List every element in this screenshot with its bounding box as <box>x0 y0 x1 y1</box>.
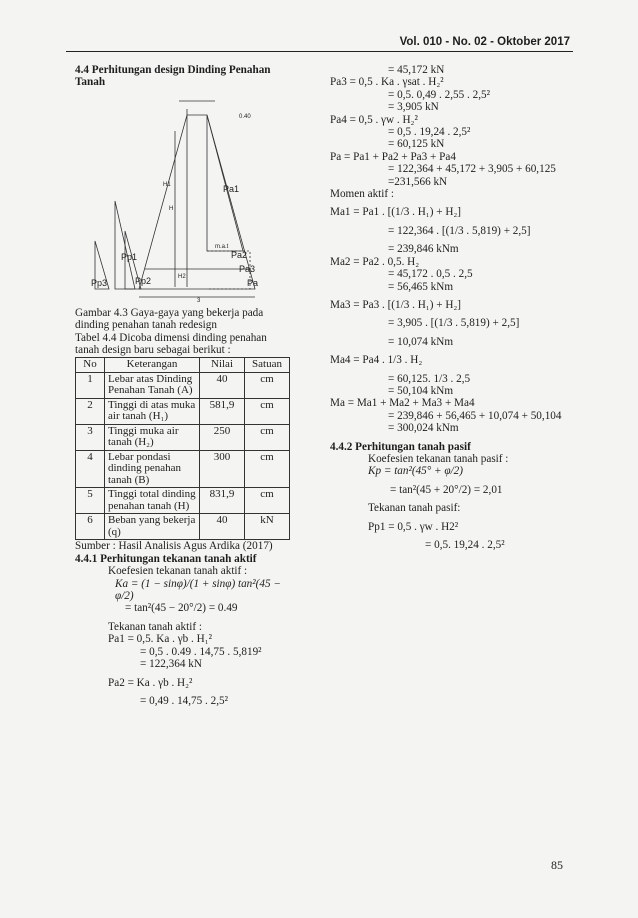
cell-keterangan: Tinggi di atas muka air tanah (H₁) <box>105 398 200 424</box>
force-diagram <box>75 91 290 301</box>
koef-aktif-intro: Koefesien tekanan tanah aktif : <box>108 565 248 578</box>
top-width-label: 0.40 <box>239 113 251 120</box>
cell-nilai: 40 <box>200 514 245 540</box>
h2-label: H2 <box>178 273 186 280</box>
cell-no: 4 <box>76 450 105 488</box>
cell-nilai: 300 <box>200 450 245 488</box>
cell-keterangan: Lebar atas Dinding Penahan Tanah (A) <box>105 372 200 398</box>
tekanan-pasif-intro: Tekanan tanah pasif: <box>368 502 461 515</box>
pa4-line: = 60,125 kN <box>388 138 445 151</box>
ma2-line: Ma2 = Pa2 . 0,5. H₂ <box>330 255 420 268</box>
col-keterangan: Keterangan <box>105 358 200 373</box>
header-rule <box>66 51 573 52</box>
cell-nilai: 250 <box>200 424 245 450</box>
figure-caption: Gambar 4.3 Gaya-gaya yang bekerja pada dinding penahan tanah redesign <box>75 306 264 332</box>
cell-keterangan: Tinggi total dinding penahan tanah (H) <box>105 488 200 514</box>
cell-no: 5 <box>76 488 105 514</box>
cell-satuan: cm <box>245 450 290 488</box>
wall-outline <box>139 115 255 289</box>
cell-satuan: kN <box>245 514 290 540</box>
col-no: No <box>76 358 105 373</box>
mat-label: m.a.t <box>215 243 229 250</box>
ma-total-line: = 239,846 + 56,465 + 10,074 + 50,104 <box>388 409 562 422</box>
section-4-4-heading: 4.4 Perhitungan design Dinding Penahan Tanah <box>75 64 271 89</box>
table-row <box>76 372 290 398</box>
pa-total-line: = 122,364 + 45,172 + 3,905 + 60,125 <box>388 163 556 176</box>
pp1-line: Pp1 = 0,5 . γw . H2² <box>368 520 459 533</box>
left-column <box>75 64 290 707</box>
table-title: Tabel 4.4 Dicoba dimensi dinding penahan tanah design baru sebagai berikut : <box>75 331 267 357</box>
pa4-label: Pa <box>247 277 259 288</box>
pa-total-line: Pa = Pa1 + Pa2 + Pa3 + Pa4 <box>330 150 456 163</box>
ma3-line: = 3,905 . [(1/3 . 5,819) + 2,5] <box>388 317 520 330</box>
cell-satuan: cm <box>245 398 290 424</box>
table-row <box>76 398 290 424</box>
right-column <box>330 64 570 551</box>
ma4-line: = 60,125. 1/3 . 2,5 <box>388 372 471 385</box>
table-row <box>76 424 290 450</box>
cell-satuan: cm <box>245 372 290 398</box>
ma4-line: Ma4 = Pa4 . 1/3 . H₂ <box>330 354 423 367</box>
table-row <box>76 488 290 514</box>
dimension-table <box>75 357 290 540</box>
cell-keterangan: Beban yang bekerja (q) <box>105 514 200 540</box>
cell-no: 6 <box>76 514 105 540</box>
pp2-label: Pp2 <box>135 275 152 286</box>
pp3-label: Pp3 <box>91 277 108 288</box>
pa3-line: Pa3 = 0,5 . Ka . γsat . H₂² <box>330 76 444 89</box>
pa2-line: Pa2 = Ka . γb . H₂² <box>108 676 193 689</box>
h1-label: H1 <box>163 181 171 188</box>
ma-total-line: Ma = Ma1 + Ma2 + Ma3 + Ma4 <box>330 397 475 410</box>
retaining-wall-figure <box>75 91 290 304</box>
koef-pasif-intro: Koefesien tekanan tanah pasif : <box>368 452 509 465</box>
journal-header: Vol. 010 - No. 02 - Oktober 2017 <box>399 36 570 48</box>
cell-nilai: 40 <box>200 372 245 398</box>
ma1-line: = 239,846 kNm <box>388 243 459 256</box>
page-number: 85 <box>551 858 563 872</box>
ma4-line: = 50,104 kNm <box>388 384 454 397</box>
col-satuan: Satuan <box>245 358 290 373</box>
pa3-line: = 0,5. 0,49 . 2,55 . 2,5² <box>388 88 490 101</box>
pa1-line: Pa1 = 0,5. Ka . γb . H₁² <box>108 633 212 646</box>
tekanan-aktif-intro: Tekanan tanah aktif : <box>108 620 202 633</box>
pa3-line: = 3,905 kN <box>388 101 439 114</box>
cell-keterangan: Tinggi muka air tanah (H₂) <box>105 424 200 450</box>
pa4-line: = 0,5 . 19,24 . 2,5² <box>388 126 471 139</box>
pp1-label: Pp1 <box>121 251 138 262</box>
cell-keterangan: Lebar pondasi dinding penahan tanah (B) <box>105 450 200 488</box>
h-label: H <box>169 205 174 212</box>
ka-formula: Ka = (1 − sinφ)/(1 + sinφ) tan²(45 − φ/2) <box>115 577 281 603</box>
table-header-row <box>76 358 290 373</box>
table-source: Sumber : Hasil Analisis Agus Ardika (2017) <box>75 540 273 553</box>
cell-nilai: 831,9 <box>200 488 245 514</box>
kp-value: = tan²(45 + 20°/2) = 2,01 <box>390 483 503 496</box>
kp-formula: Kp = tan²(45° + φ/2) <box>368 465 463 478</box>
ma1-line: = 122,364 . [(1/3 . 5,819) + 2,5] <box>388 224 531 237</box>
cell-no: 1 <box>76 372 105 398</box>
ma3-line: = 10,074 kNm <box>388 335 454 348</box>
cell-satuan: cm <box>245 424 290 450</box>
bottom-width-label: 3 <box>197 297 201 304</box>
pa2-result: = 45,172 kN <box>388 64 445 76</box>
ma1-line: Ma1 = Pa1 . [(1/3 . H₁) + H₂] <box>330 206 462 219</box>
cell-satuan: cm <box>245 488 290 514</box>
section-4-4-1-heading: 4.4.1 Perhitungan tekanan tanah aktif <box>75 552 257 565</box>
ka-value: = tan²(45 − 20°/2) = 0.49 <box>125 602 238 615</box>
pa3-label: Pa3 <box>239 263 256 274</box>
momen-aktif-intro: Momen aktif : <box>330 188 395 201</box>
pa2-label: Pa2 <box>231 249 248 260</box>
section-4-4-2-heading: 4.4.2 Perhitungan tanah pasif <box>330 440 471 453</box>
pa-total-line: =231,566 kN <box>388 175 448 188</box>
ma2-line: = 45,172 . 0,5 . 2,5 <box>388 268 473 281</box>
pa4-line: Pa4 = 0,5 . γw . H₂² <box>330 113 418 126</box>
table-row <box>76 514 290 540</box>
pp1-line: = 0,5. 19,24 . 2,5² <box>425 539 505 551</box>
cell-no: 3 <box>76 424 105 450</box>
pa2-line: = 0,49 . 14,75 . 2,5² <box>140 694 228 707</box>
pa1-label: Pa1 <box>223 183 240 194</box>
cell-no: 2 <box>76 398 105 424</box>
table-row <box>76 450 290 488</box>
ma-total-line: = 300,024 kNm <box>388 422 459 435</box>
pa1-line: = 122,364 kN <box>140 658 202 671</box>
cell-nilai: 581,9 <box>200 398 245 424</box>
ma3-line: Ma3 = Pa3 . [(1/3 . H₁) + H₂] <box>330 298 462 311</box>
pa1-line: = 0,5 . 0.49 . 14,75 . 5,819² <box>140 645 262 658</box>
col-nilai: Nilai <box>200 358 245 373</box>
ma2-line: = 56,465 kNm <box>388 280 454 293</box>
